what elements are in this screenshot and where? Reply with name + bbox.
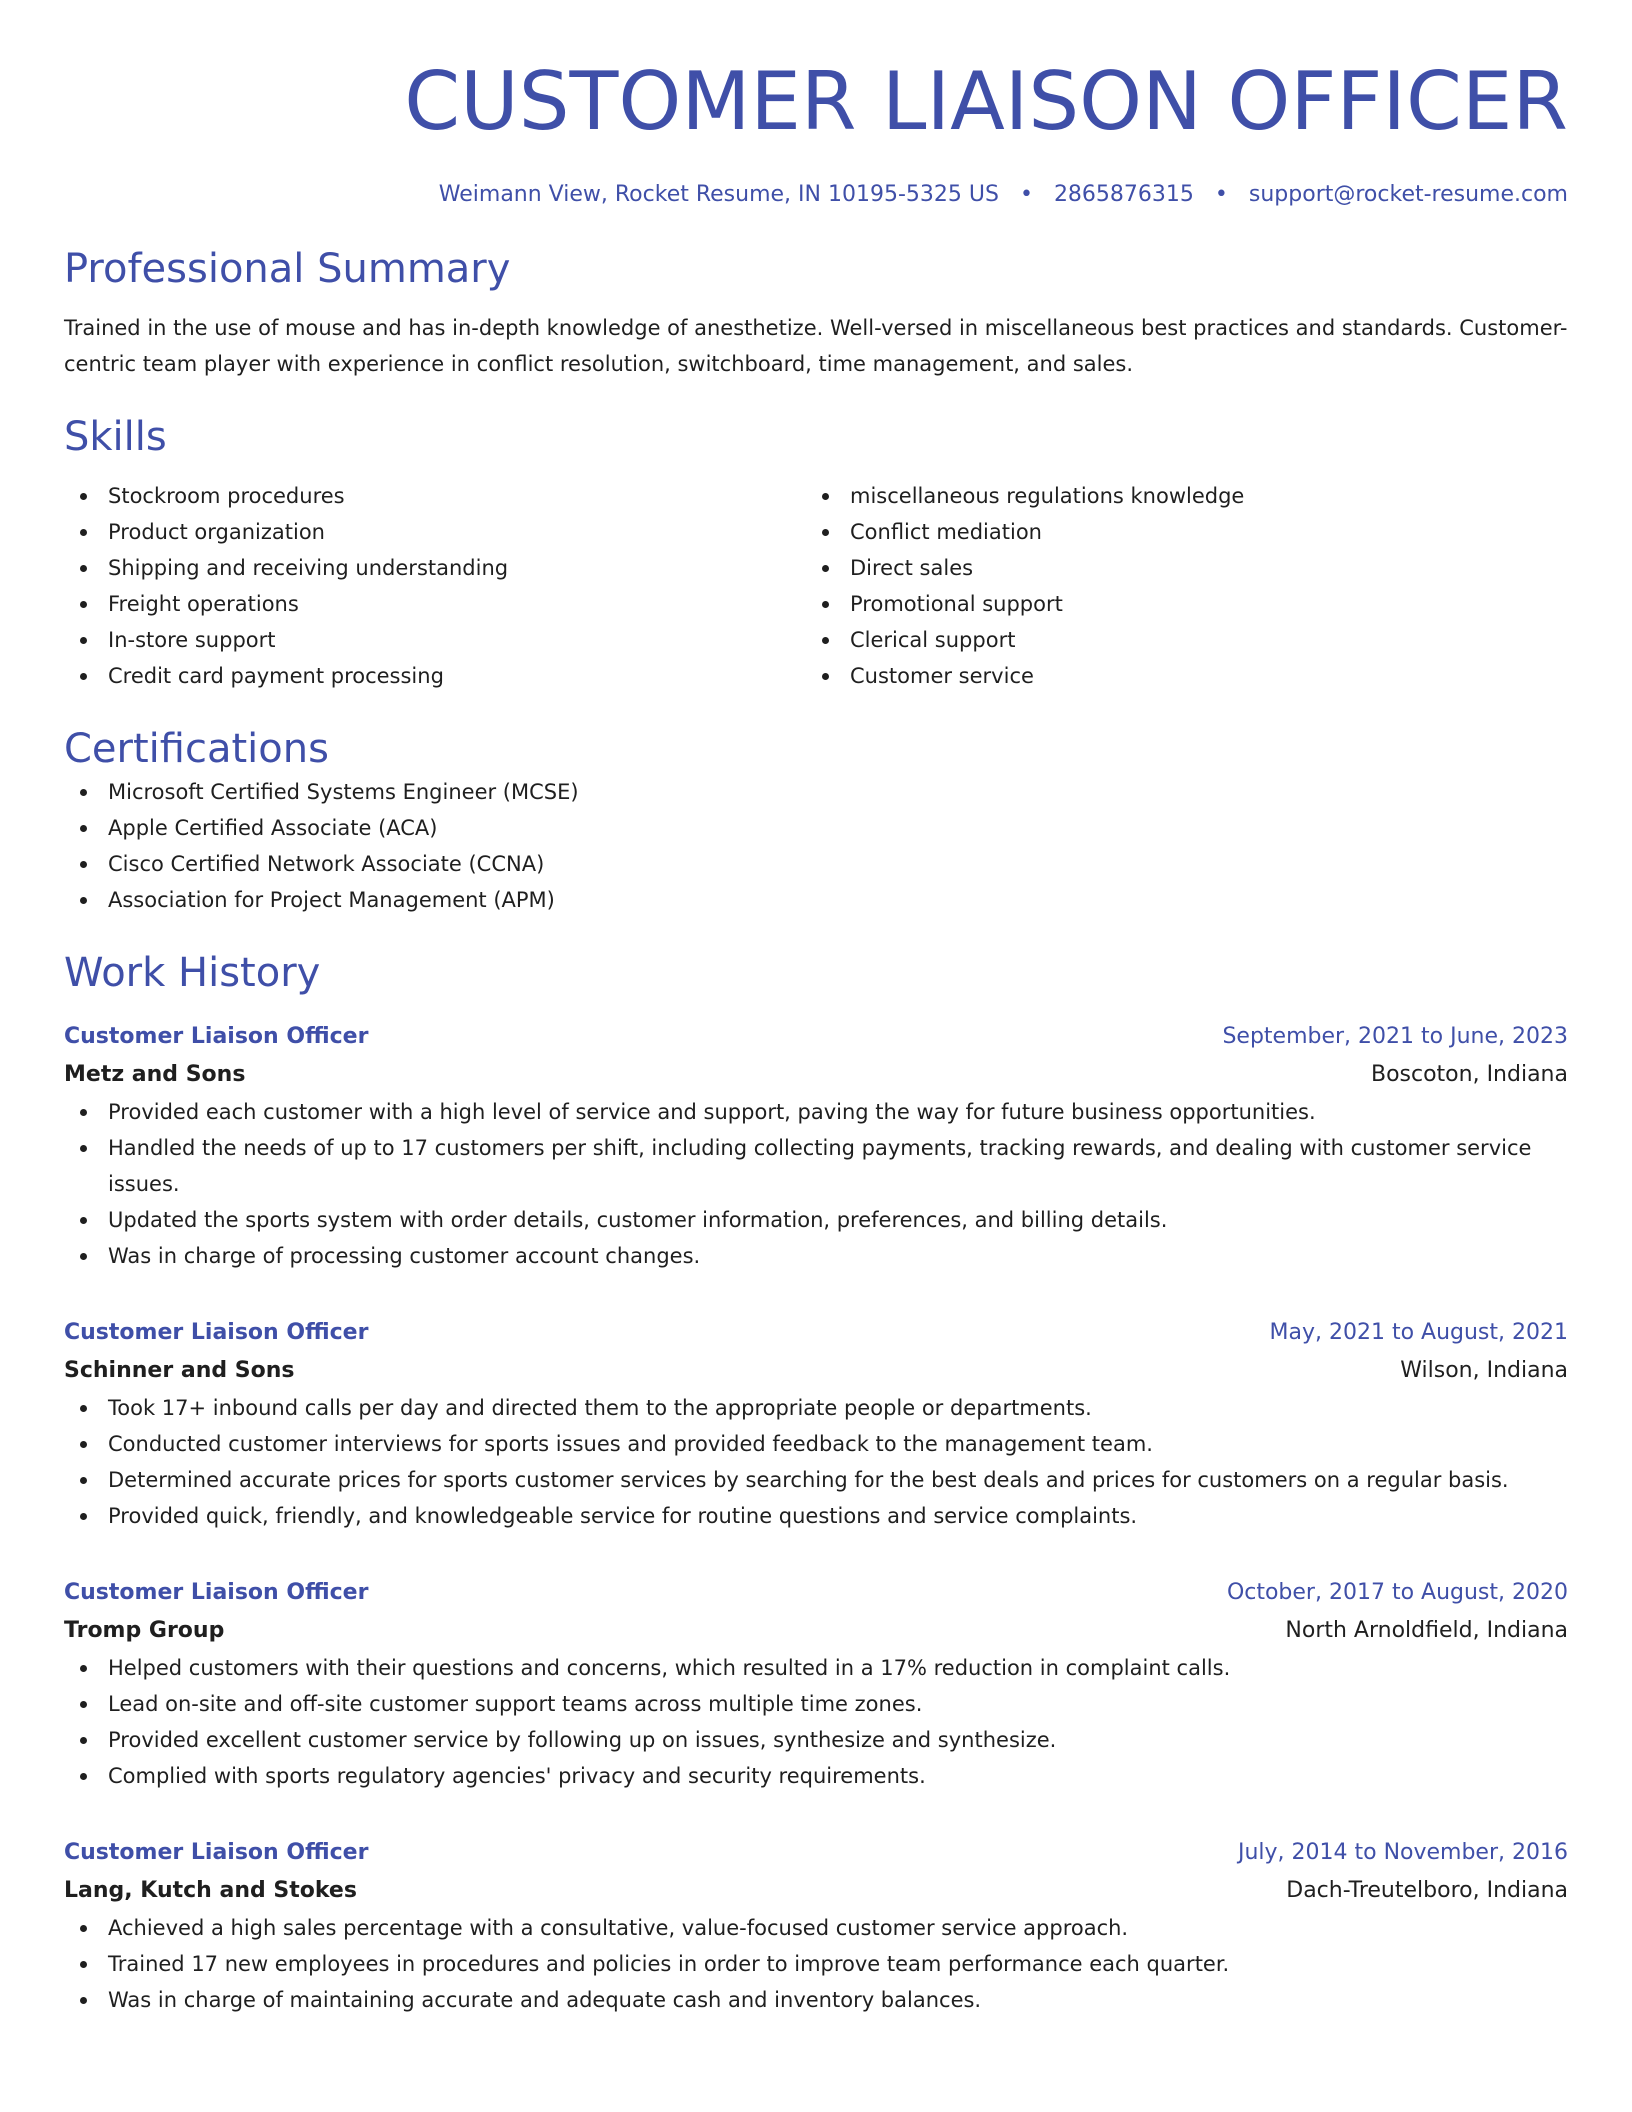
job-entry (64, 1574, 1568, 1794)
work-history-heading: Work History (64, 950, 321, 996)
candidate-title: CUSTOMER LIAISON OFFICER (404, 55, 1568, 148)
job-bullet: Took 17+ inbound calls per day and directed them to the appropriate people or departments. (64, 1390, 1568, 1426)
job-entry (64, 1018, 1568, 1274)
skill-item: Conflict mediation (806, 514, 1548, 550)
job-bullets (64, 1390, 1568, 1534)
skill-item: Direct sales (806, 550, 1548, 586)
skills-column-left (64, 478, 806, 694)
job-bullets (64, 1650, 1568, 1794)
job-dates: May, 2021 to August, 2021 (1269, 1320, 1568, 1345)
skills-heading: Skills (64, 414, 167, 460)
job-bullet: Determined accurate prices for sports customer services by searching for the best deals and prices for customers on a regular basis. (64, 1462, 1568, 1498)
skill-item: Product organization (64, 514, 806, 550)
job-dates: October, 2017 to August, 2020 (1226, 1580, 1568, 1605)
skills-list-left (64, 478, 806, 694)
job-bullets (64, 1910, 1568, 2018)
work-history-section (64, 948, 1568, 2018)
job-bullet: Was in charge of maintaining accurate and adequate cash and inventory balances. (64, 1982, 1568, 2018)
certification-item: Apple Certified Associate (ACA) (64, 810, 1568, 846)
skills-section (64, 412, 1568, 694)
job-dates: July, 2014 to November, 2016 (1237, 1840, 1568, 1865)
summary-section (64, 244, 1568, 382)
job-bullet: Updated the sports system with order details, customer information, preferences, and billing details. (64, 1202, 1568, 1238)
job-entry (64, 1834, 1568, 2018)
job-title: Customer Liaison Officer (64, 1320, 369, 1345)
job-title: Customer Liaison Officer (64, 1580, 369, 1605)
skill-item: Shipping and receiving understanding (64, 550, 806, 586)
job-bullet: Complied with sports regulatory agencies' privacy and security requirements. (64, 1758, 1568, 1794)
job-title-row (64, 1314, 1568, 1352)
job-company: Lang, Kutch and Stokes (64, 1878, 357, 1903)
job-location: North Arnoldfield, Indiana (1285, 1618, 1568, 1643)
skill-item: Stockroom procedures (64, 478, 806, 514)
job-bullet: Handled the needs of up to 17 customers per shift, including collecting payments, tracking rewards, and dealing with customer service issues. (64, 1130, 1568, 1202)
contact-phone: 2865876315 (1053, 182, 1194, 207)
skill-item: Credit card payment processing (64, 658, 806, 694)
job-title-row (64, 1834, 1568, 1872)
certification-item: Microsoft Certified Systems Engineer (MCSE) (64, 774, 1568, 810)
job-location: Boscoton, Indiana (1370, 1062, 1568, 1087)
job-bullet: Provided each customer with a high level of service and support, paving the way for future business opportunities. (64, 1094, 1568, 1130)
job-location: Dach-Treutelboro, Indiana (1286, 1878, 1568, 1903)
certifications-heading: Certifications (64, 726, 329, 772)
job-bullet: Helped customers with their questions and concerns, which resulted in a 17% reduction in complaint calls. (64, 1650, 1568, 1686)
skill-item: Clerical support (806, 622, 1548, 658)
job-bullet: Provided quick, friendly, and knowledgeable service for routine questions and service complaints. (64, 1498, 1568, 1534)
skill-item: Promotional support (806, 586, 1548, 622)
job-bullets (64, 1094, 1568, 1274)
job-company: Tromp Group (64, 1618, 225, 1643)
skill-item: Customer service (806, 658, 1548, 694)
skills-column-right (806, 478, 1548, 694)
contact-email: support@rocket-resume.com (1248, 182, 1568, 207)
job-location: Wilson, Indiana (1400, 1358, 1568, 1383)
job-bullet: Was in charge of processing customer account changes. (64, 1238, 1568, 1274)
job-entry (64, 1314, 1568, 1534)
job-company: Schinner and Sons (64, 1358, 295, 1383)
job-title-row (64, 1018, 1568, 1056)
contact-line (64, 180, 1568, 210)
skills-columns (64, 478, 1568, 694)
job-company: Metz and Sons (64, 1062, 246, 1087)
summary-text: Trained in the use of mouse and has in-depth knowledge of anesthetize. Well-versed in miscellaneous best practices and standards. Customer-centric team player with experience in conflict resolution, switchboard, time management, and sales. (64, 316, 1568, 376)
skill-item: Freight operations (64, 586, 806, 622)
skill-item: miscellaneous regulations knowledge (806, 478, 1548, 514)
job-company-row (64, 1872, 1568, 1910)
job-company-row (64, 1612, 1568, 1650)
job-bullet: Conducted customer interviews for sports issues and provided feedback to the management team. (64, 1426, 1568, 1462)
job-company-row (64, 1056, 1568, 1094)
job-title-row (64, 1574, 1568, 1612)
contact-address: Weimann View, Rocket Resume, IN 10195-5325 US (438, 182, 999, 207)
summary-heading: Professional Summary (64, 246, 511, 292)
contact-separator: • (1019, 182, 1033, 207)
certification-item: Cisco Certified Network Associate (CCNA) (64, 846, 1568, 882)
job-bullet: Lead on-site and off-site customer support teams across multiple time zones. (64, 1686, 1568, 1722)
skill-item: In-store support (64, 622, 806, 658)
job-title: Customer Liaison Officer (64, 1024, 369, 1049)
job-title: Customer Liaison Officer (64, 1840, 369, 1865)
certifications-section (64, 724, 1568, 918)
certifications-list (64, 774, 1568, 918)
job-bullet: Provided excellent customer service by following up on issues, synthesize and synthesize. (64, 1722, 1568, 1758)
certification-item: Association for Project Management (APM) (64, 882, 1568, 918)
job-dates: September, 2021 to June, 2023 (1222, 1024, 1568, 1049)
resume-header (64, 0, 1568, 210)
job-company-row (64, 1352, 1568, 1390)
contact-separator: • (1214, 182, 1228, 207)
job-bullet: Trained 17 new employees in procedures and policies in order to improve team performance each quarter. (64, 1946, 1568, 1982)
job-bullet: Achieved a high sales percentage with a consultative, value-focused customer service approach. (64, 1910, 1568, 1946)
skills-list-right (806, 478, 1548, 694)
